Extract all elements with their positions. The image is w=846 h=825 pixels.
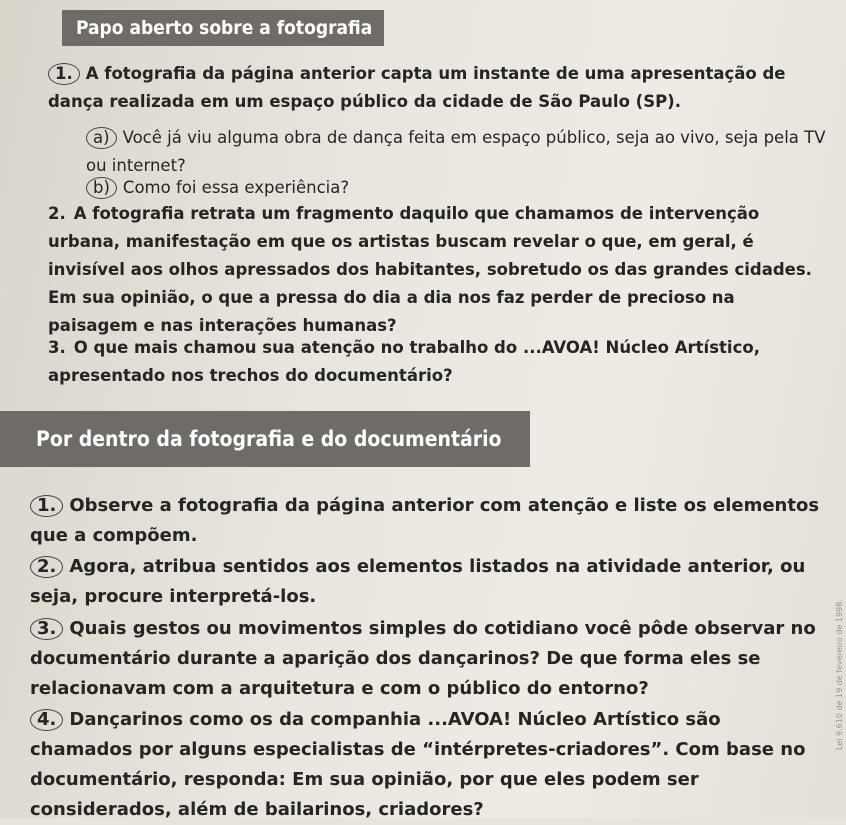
question-number: 2. xyxy=(48,204,66,223)
question-1a xyxy=(86,124,826,180)
question-text: Você já viu alguma obra de dança feita em espaço público, seja ao vivo, seja pela TV ou internet? xyxy=(86,128,826,175)
activity-4 xyxy=(30,705,820,825)
activity-text: Dançarinos como os da companhia ...AVOA! Núcleo Artístico são chamados por alguns especialistas de “intérpretes-criadores”. Com base no documentário, responda: Em sua opinião, por que eles podem ser considerados, além de bailarinos, criadores? xyxy=(30,709,806,820)
question-number: 3. xyxy=(48,338,66,357)
activity-text: Observe a fotografia da página anterior com atenção e liste os elementos que a compõem. xyxy=(30,495,820,546)
activity-number: 3. xyxy=(30,618,63,640)
section-title: Papo aberto sobre a fotografia xyxy=(76,17,373,39)
activity-number: 1. xyxy=(30,495,63,517)
question-text: Como foi essa experiência? xyxy=(122,178,350,197)
question-1 xyxy=(48,60,828,116)
activity-number: 2. xyxy=(30,556,63,578)
activity-2 xyxy=(30,552,820,612)
question-text: A fotografia da página anterior capta um instante de uma apresentação de dança realizada em um espaço público da cidade de São Paulo (SP). xyxy=(48,64,786,111)
activity-number: 4. xyxy=(30,709,63,731)
question-1b xyxy=(86,174,826,202)
section-banner-por-dentro xyxy=(0,411,530,467)
copyright-margin-note: Lei 9.610 de 19 de fevereiro de 1998. xyxy=(835,599,844,750)
activity-text: Quais gestos ou movimentos simples do cotidiano você pôde observar no documentário durante a aparição dos dançarinos? De que forma eles se relacionavam com a arquitetura e com o público do entorno? xyxy=(30,618,816,699)
question-2 xyxy=(48,200,828,340)
question-number: a) xyxy=(86,127,117,149)
question-3 xyxy=(48,334,828,390)
question-text: A fotografia retrata um fragmento daquilo que chamamos de intervenção urbana, manifestação em que os artistas buscam revelar o que, em geral, é invisível aos olhos apressados dos habitantes, sobretudo os das grandes cidades. Em sua opinião, o que a pressa do dia a dia nos faz perder de precioso na paisagem e nas interações humanas? xyxy=(48,204,812,335)
question-text: O que mais chamou sua atenção no trabalho do ...AVOA! Núcleo Artístico, apresentado nos trechos do documentário? xyxy=(48,338,760,385)
question-number: b) xyxy=(86,177,117,199)
activity-text: Agora, atribua sentidos aos elementos listados na atividade anterior, ou seja, procure interpretá-los. xyxy=(30,556,806,607)
activity-1 xyxy=(30,491,820,551)
section-title: Por dentro da fotografia e do documentário xyxy=(36,427,502,451)
section-banner-papo-aberto xyxy=(62,10,384,46)
activity-3 xyxy=(30,614,820,704)
question-number: 1. xyxy=(48,63,80,85)
